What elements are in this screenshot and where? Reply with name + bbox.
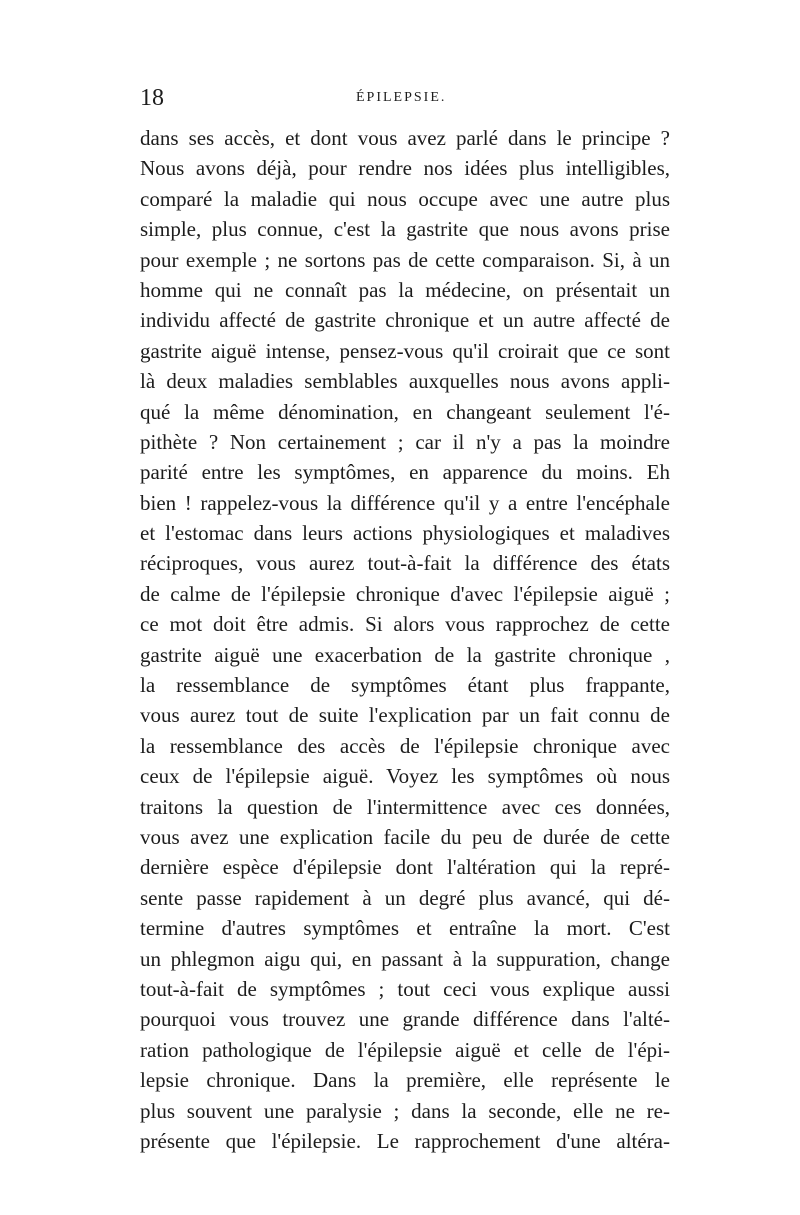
text-line: la ressemblance de symptômes étant plus frappante, — [140, 673, 670, 698]
text-line: plus souvent une paralysie ; dans la seconde, elle ne re- — [140, 1098, 670, 1123]
text-line: dans ses accès, et dont vous avez parlé dans le principe ? — [140, 126, 670, 150]
text-line: simple, plus connue, c'est la gastrite que nous avons prise — [140, 217, 670, 242]
text-line: qué la même dénomination, en changeant seulement l'é- — [140, 399, 670, 424]
text-line: ration pathologique de l'épilepsie aiguë et celle de l'épi- — [140, 1037, 670, 1062]
text-line: réciproques, vous aurez tout-à-fait la différence des états — [140, 551, 670, 576]
text-line: ceux de l'épilepsie aiguë. Voyez les symptômes où nous — [140, 764, 670, 789]
text-line: parité entre les symptômes, en apparence du moins. Eh — [140, 460, 670, 485]
text-line: bien ! rappelez-vous la différence qu'il y a entre l'encéphale — [140, 490, 670, 515]
text-line: lepsie chronique. Dans la première, elle représente le — [140, 1068, 670, 1093]
text-line: gastrite aiguë intense, pensez-vous qu'il croirait que ce sont — [140, 338, 670, 363]
text-line: individu affecté de gastrite chronique et un autre affecté de — [140, 308, 670, 333]
running-title: ÉPILEPSIE. — [356, 90, 447, 105]
text-line: gastrite aiguë une exacerbation de la gastrite chronique , — [140, 642, 670, 667]
page-number: 18 — [140, 85, 164, 111]
text-line: termine d'autres symptômes et entraîne la mort. C'est — [140, 916, 670, 941]
text-line: la ressemblance des accès de l'épilepsie chronique avec — [140, 733, 670, 758]
body-text — [140, 123, 670, 1156]
text-line: pourquoi vous trouvez une grande différence dans l'alté- — [140, 1007, 670, 1032]
text-line: homme qui ne connaît pas la médecine, on présentait un — [140, 277, 670, 302]
running-head — [140, 80, 670, 116]
text-line: vous aurez tout de suite l'explication par un fait connu de — [140, 703, 670, 728]
text-line: ce mot doit être admis. Si alors vous rapprochez de cette — [140, 612, 670, 637]
text-line: pour exemple ; ne sortons pas de cette comparaison. Si, à un — [140, 247, 670, 272]
text-line: sente passe rapidement à un degré plus avancé, qui dé- — [140, 885, 670, 910]
text-line: comparé la maladie qui nous occupe avec une autre plus — [140, 186, 670, 211]
text-line: vous avez une explication facile du peu de durée de cette — [140, 824, 670, 849]
text-line: traitons la question de l'intermittence avec ces données, — [140, 794, 670, 819]
text-line: et l'estomac dans leurs actions physiologiques et maladives — [140, 521, 670, 546]
text-line: là deux maladies semblables auxquelles nous avons appli- — [140, 369, 670, 394]
text-line: pithète ? Non certainement ; car il n'y a pas la moindre — [140, 429, 670, 454]
text-line: un phlegmon aigu qui, en passant à la suppuration, change — [140, 946, 670, 971]
text-line: présente que l'épilepsie. Le rapprochement d'une altéra- — [140, 1128, 670, 1153]
text-line: de calme de l'épilepsie chronique d'avec l'épilepsie aiguë ; — [140, 581, 670, 606]
text-line: dernière espèce d'épilepsie dont l'altération qui la repré- — [140, 855, 670, 880]
text-line: tout-à-fait de symptômes ; tout ceci vous explique aussi — [140, 976, 670, 1001]
text-line: Nous avons déjà, pour rendre nos idées plus intelligibles, — [140, 156, 670, 181]
